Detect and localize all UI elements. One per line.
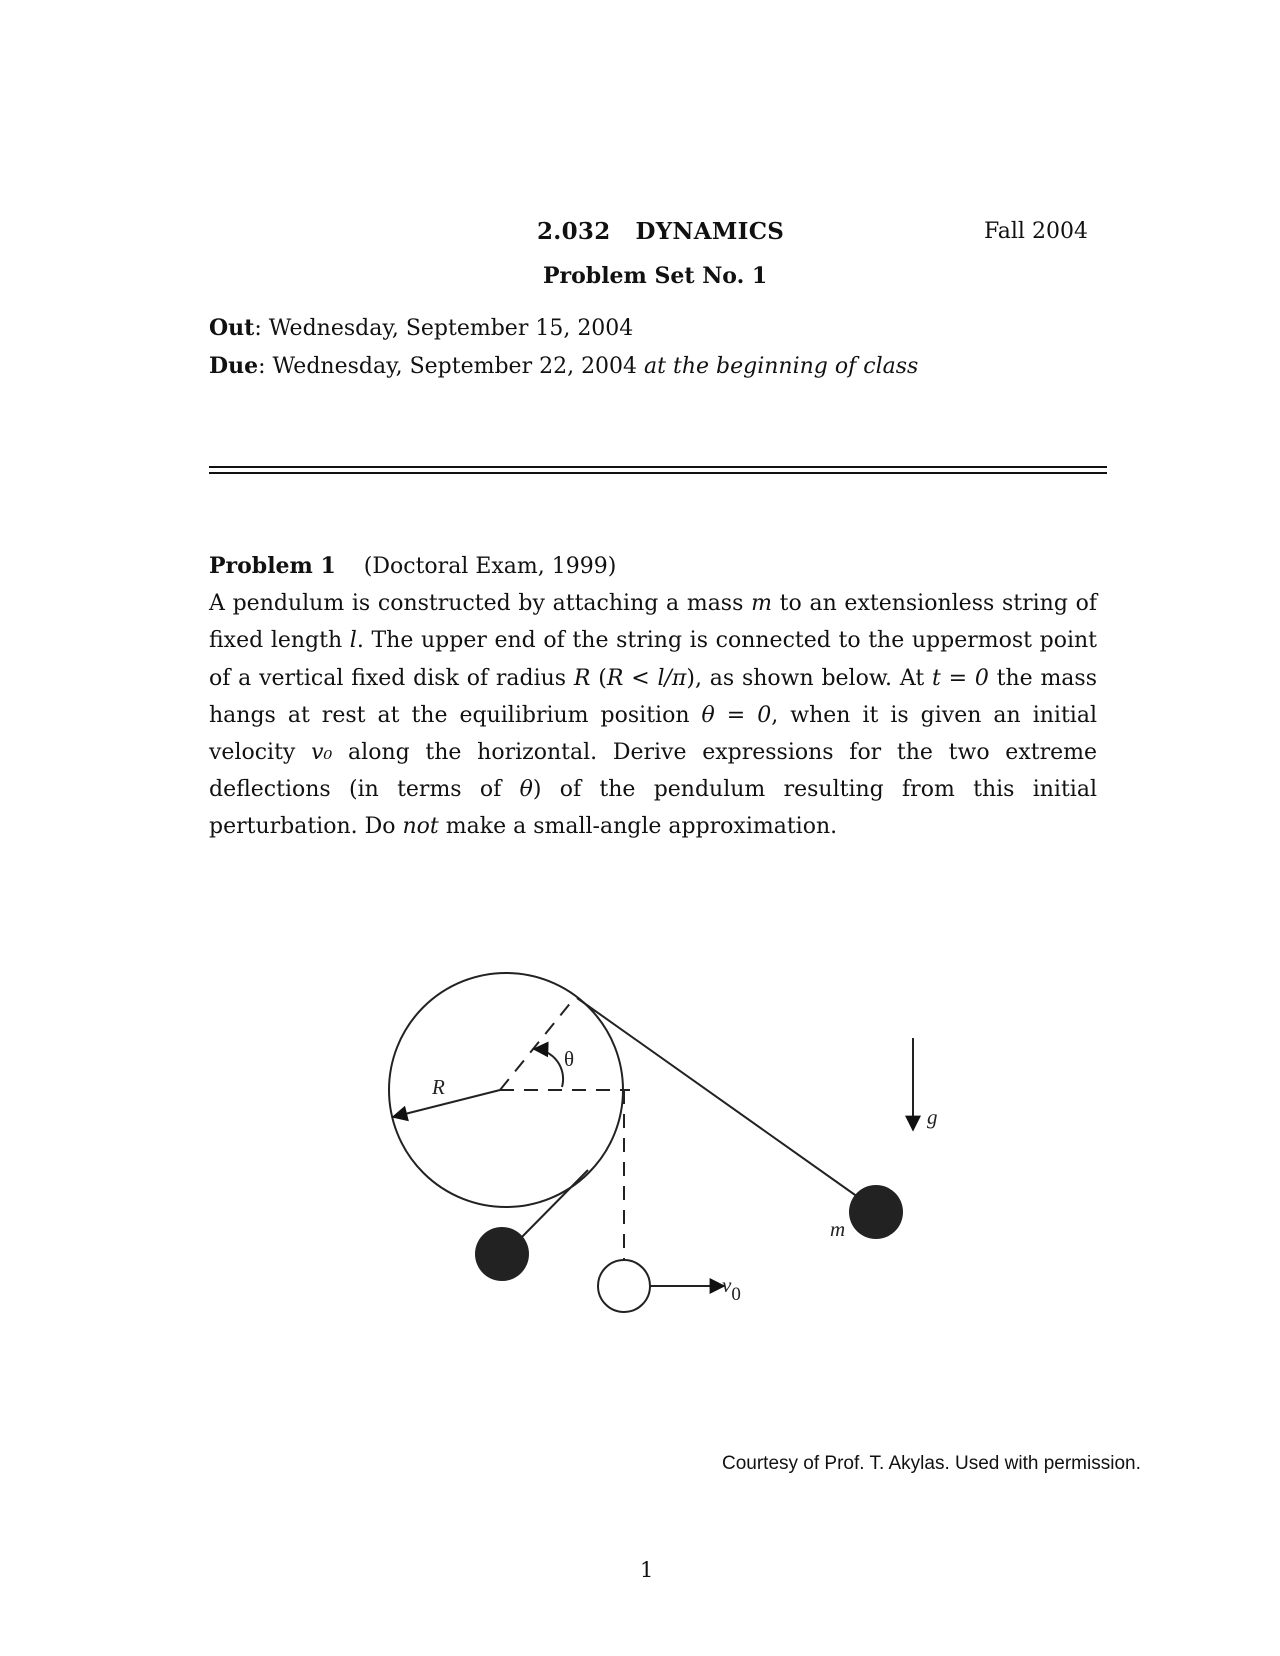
term-label: Fall 2004 [984,219,1088,244]
problem-statement: A pendulum is constructed by attaching a mass m to an extensionless string of fixed length l. The upper end of the string is connected to the uppermost point of a vertical fixed disk of radius R (R < l/π), as shown below. At t = 0 the mass hangs at rest at the equilibrium position θ = 0, when it is given an initial velocity v₀ along the horizontal. Derive expressions for the two extreme deflections (in terms of θ) of the pendulum resulting from this initial perturbation. Do not make a small-angle approximation. [209,591,1098,840]
label-m: m [830,1217,846,1241]
page-number: 1 [640,1558,654,1582]
out-date: : Wednesday, September 15, 2004 [254,316,634,341]
course-title: 2.032 DYNAMICS [537,218,785,245]
due-label: Due [209,353,259,379]
due-note: at the beginning of class [644,354,919,379]
string-deflected-left [515,1170,588,1244]
label-R: R [432,1075,445,1099]
courtesy-note: Courtesy of Prof. T. Akylas. Used with permission. [722,1453,1141,1474]
label-g: g [927,1105,938,1129]
problem-title: Problem 1 [209,553,336,579]
label-v0: v0 [722,1273,741,1305]
label-theta: θ [564,1047,575,1071]
due-date: : Wednesday, September 22, 2004 [258,354,645,379]
out-label: Out [209,315,255,341]
theta-arrow [534,1049,563,1087]
dashed-radial [500,996,576,1090]
mass-deflected-left [475,1227,529,1281]
problem-set-title: Problem Set No. 1 [543,263,768,289]
string-deflected [577,998,865,1202]
radius-line [393,1090,500,1117]
mass-equilibrium [598,1260,650,1312]
mass-deflected-right [849,1185,903,1239]
problem-source: (Doctoral Exam, 1999) [363,554,617,579]
